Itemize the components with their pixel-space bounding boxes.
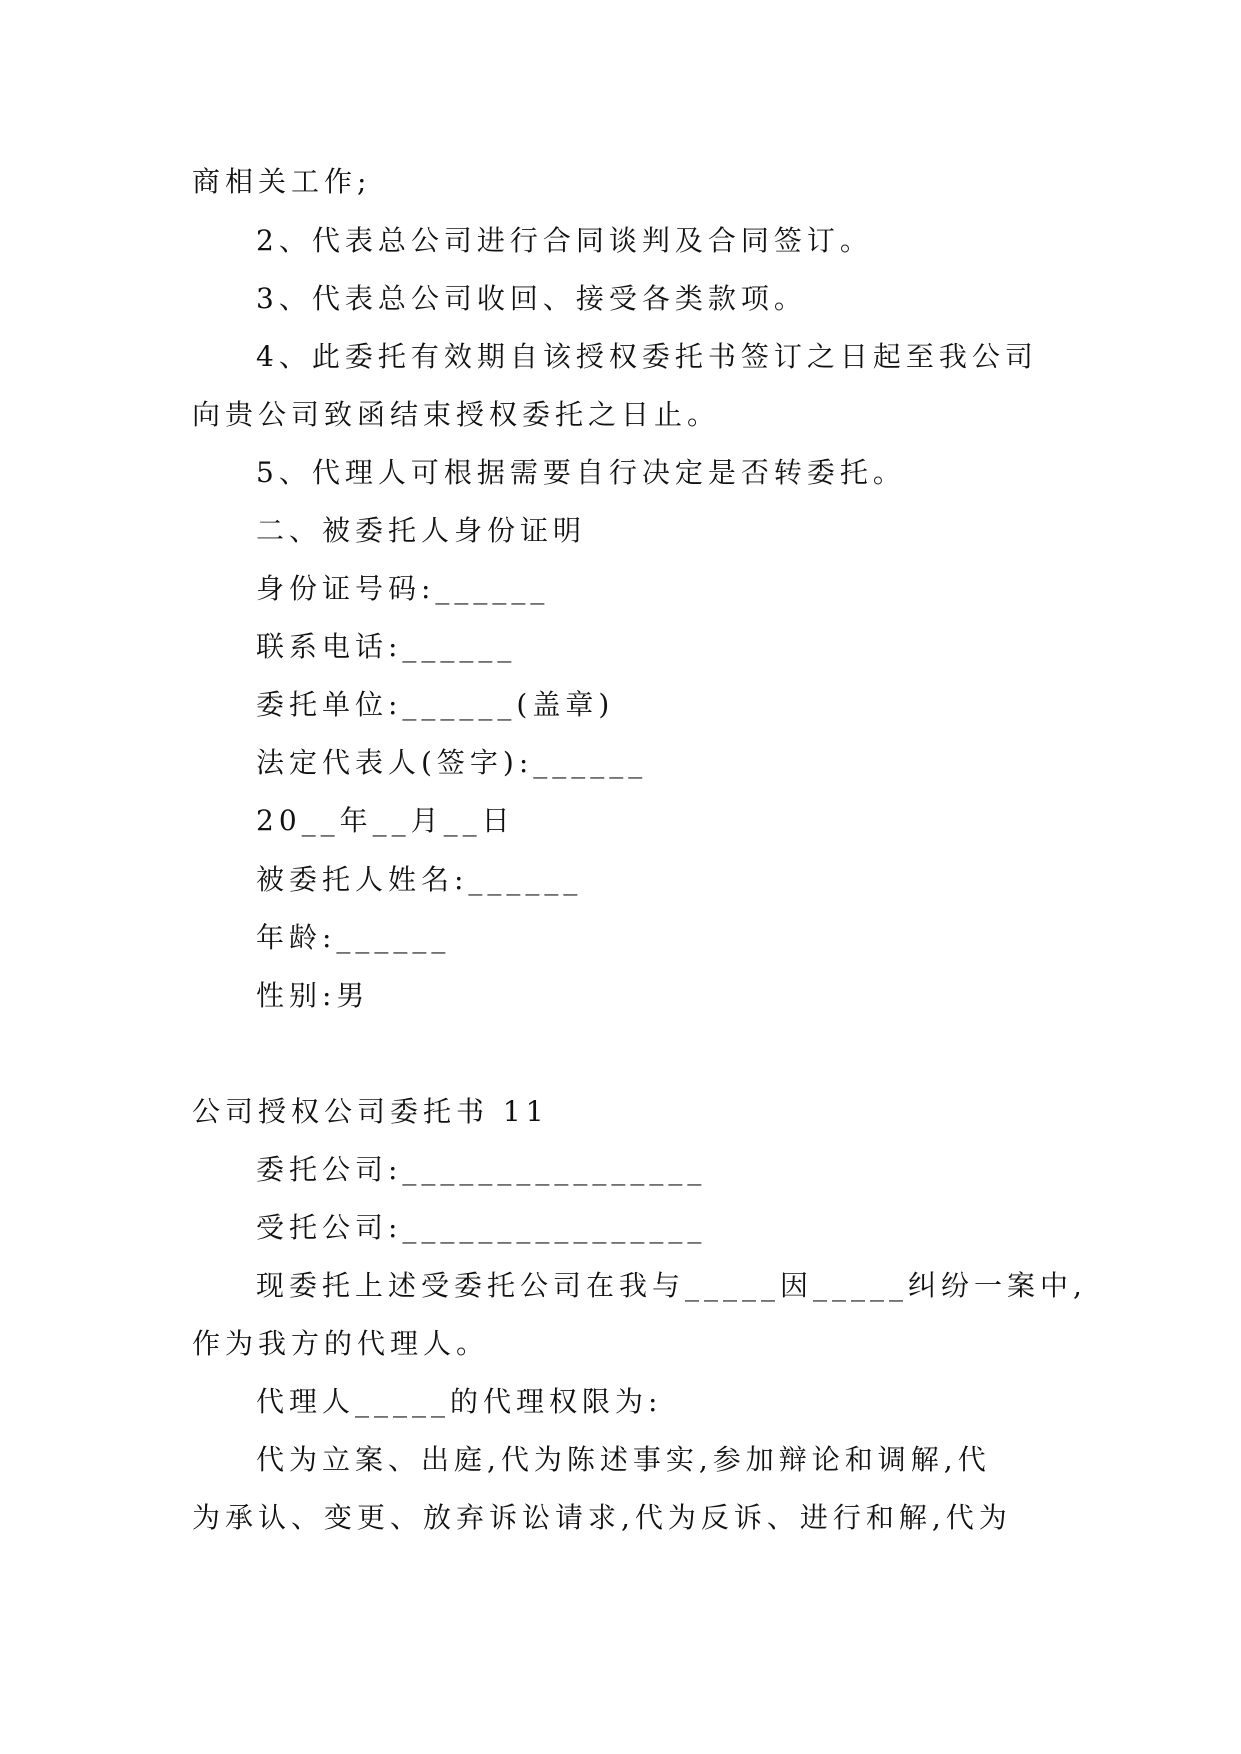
form-field-line: 受托公司:________________	[256, 1211, 707, 1244]
form-field-line: 委托单位:______(盖章)	[256, 688, 615, 721]
text-line: 2、代表总公司进行合同谈判及合同签订。	[256, 224, 873, 257]
form-field-line: 年龄:______	[256, 921, 451, 954]
text-line: 5、代理人可根据需要自行决定是否转委托。	[256, 456, 906, 489]
text-line: 商相关工作;	[192, 165, 372, 198]
text-line: 为承认、变更、放弃诉讼请求,代为反诉、进行和解,代为	[192, 1501, 1012, 1534]
form-field-line: 性别:男	[256, 979, 370, 1012]
text-line: 3、代表总公司收回、接受各类款项。	[256, 282, 807, 315]
text-line: 代为立案、出庭,代为陈述事实,参加辩论和调解,代	[256, 1443, 991, 1476]
text-line: 向贵公司致函结束授权委托之日止。	[192, 398, 721, 431]
form-field-line: 委托公司:________________	[256, 1153, 707, 1186]
form-field-line: 联系电话:______	[256, 630, 517, 663]
text-line: 代理人_____的代理权限为:	[256, 1385, 663, 1418]
section-heading: 二、被委托人身份证明	[256, 514, 587, 547]
document-title: 公司授权公司委托书 11	[192, 1095, 549, 1128]
form-field-line: 身份证号码:______	[256, 572, 550, 605]
text-line: 4、此委托有效期自该授权委托书签订之日起至我公司	[256, 340, 1038, 373]
form-field-line: 法定代表人(签字):______	[256, 746, 648, 779]
text-line: 现委托上述受委托公司在我与_____因_____纠纷一案中,	[256, 1269, 1087, 1302]
date-line: 20__年__月__日	[256, 804, 515, 837]
text-line: 作为我方的代理人。	[192, 1327, 490, 1360]
form-field-line: 被委托人姓名:______	[256, 863, 583, 896]
